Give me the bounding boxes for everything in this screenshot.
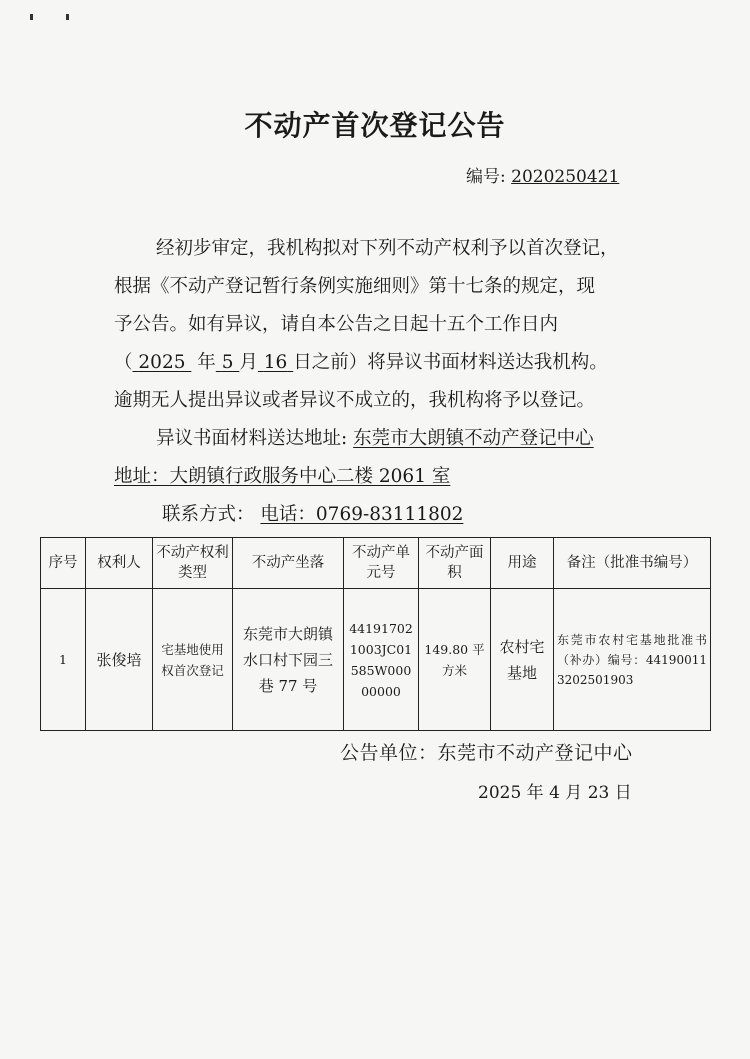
notice-body bbox=[114, 230, 644, 534]
deadline-rest: 日之前）将异议书面材料送达我机构。 bbox=[293, 352, 608, 373]
cell-owner: 张俊培 bbox=[86, 589, 153, 731]
registration-table bbox=[40, 537, 711, 731]
deadline-open: （ bbox=[114, 352, 133, 373]
cell-usage: 农村宅基地 bbox=[491, 589, 554, 731]
page-title: 不动产首次登记公告 bbox=[244, 109, 506, 142]
cell-unit-no: 441917021003JC01585W00000000 bbox=[344, 589, 419, 731]
header-cell: 备注（批准书编号） bbox=[554, 538, 711, 589]
header-cell: 不动产坐落 bbox=[233, 538, 344, 589]
address-line bbox=[114, 458, 644, 496]
cell-right-type: 宅基地使用权首次登记 bbox=[153, 589, 233, 731]
header-cell: 用途 bbox=[491, 538, 554, 589]
cell-no: 1 bbox=[41, 589, 86, 731]
doc-number bbox=[466, 162, 619, 187]
body-line: 逾期无人提出异议或者异议不成立的，我机构将予以登记。 bbox=[114, 390, 596, 411]
cell-area: 149.80 平方米 bbox=[419, 589, 491, 731]
issuing-organization: 公告单位：东莞市不动产登记中心 bbox=[340, 742, 633, 764]
deadline-month: 5 bbox=[221, 352, 234, 373]
header-cell: 不动产权利类型 bbox=[153, 538, 233, 589]
header-cell: 权利人 bbox=[86, 538, 153, 589]
deadline-month-suffix: 月 bbox=[239, 352, 258, 373]
cell-location: 东莞市大朗镇水口村下园三巷 77 号 bbox=[233, 589, 344, 731]
cell-remark: 东莞市农村宅基地批准书（补办）编号：441900113202501903 bbox=[554, 589, 711, 731]
deadline-day: 16 bbox=[263, 352, 288, 373]
doc-number-label: 编号: bbox=[466, 167, 506, 187]
contact-label: 联系方式： bbox=[162, 504, 255, 525]
objection-address-value: 东莞市大朗镇不动产登记中心 bbox=[353, 428, 594, 449]
body-line: 根据《不动产登记暂行条例实施细则》第十七条的规定，现 bbox=[114, 276, 596, 297]
objection-address-label: 异议书面材料送达地址: bbox=[156, 428, 348, 449]
address-value: 地址：大朗镇行政服务中心二楼 2061 室 bbox=[114, 466, 451, 487]
scan-mark bbox=[30, 14, 33, 20]
objection-address bbox=[114, 420, 644, 458]
deadline-year-suffix: 年 bbox=[197, 352, 216, 373]
issue-date: 2025 年 4 月 23 日 bbox=[478, 783, 632, 803]
header-cell: 序号 bbox=[41, 538, 86, 589]
table-row bbox=[41, 589, 711, 731]
body-line: 予公告。如有异议，请自本公告之日起十五个工作日内 bbox=[114, 314, 559, 335]
table-header-row bbox=[41, 538, 711, 589]
deadline-year: 2025 bbox=[138, 352, 186, 373]
doc-number-value: 2020250421 bbox=[511, 167, 620, 187]
scan-mark bbox=[66, 14, 69, 20]
body-line: 经初步审定，我机构拟对下列不动产权利予以首次登记， bbox=[156, 238, 619, 259]
contact-value: 电话：0769-83111802 bbox=[260, 504, 464, 525]
contact-line bbox=[114, 496, 644, 534]
header-cell: 不动产单元号 bbox=[344, 538, 419, 589]
header-cell: 不动产面积 bbox=[419, 538, 491, 589]
deadline-line bbox=[114, 344, 644, 382]
